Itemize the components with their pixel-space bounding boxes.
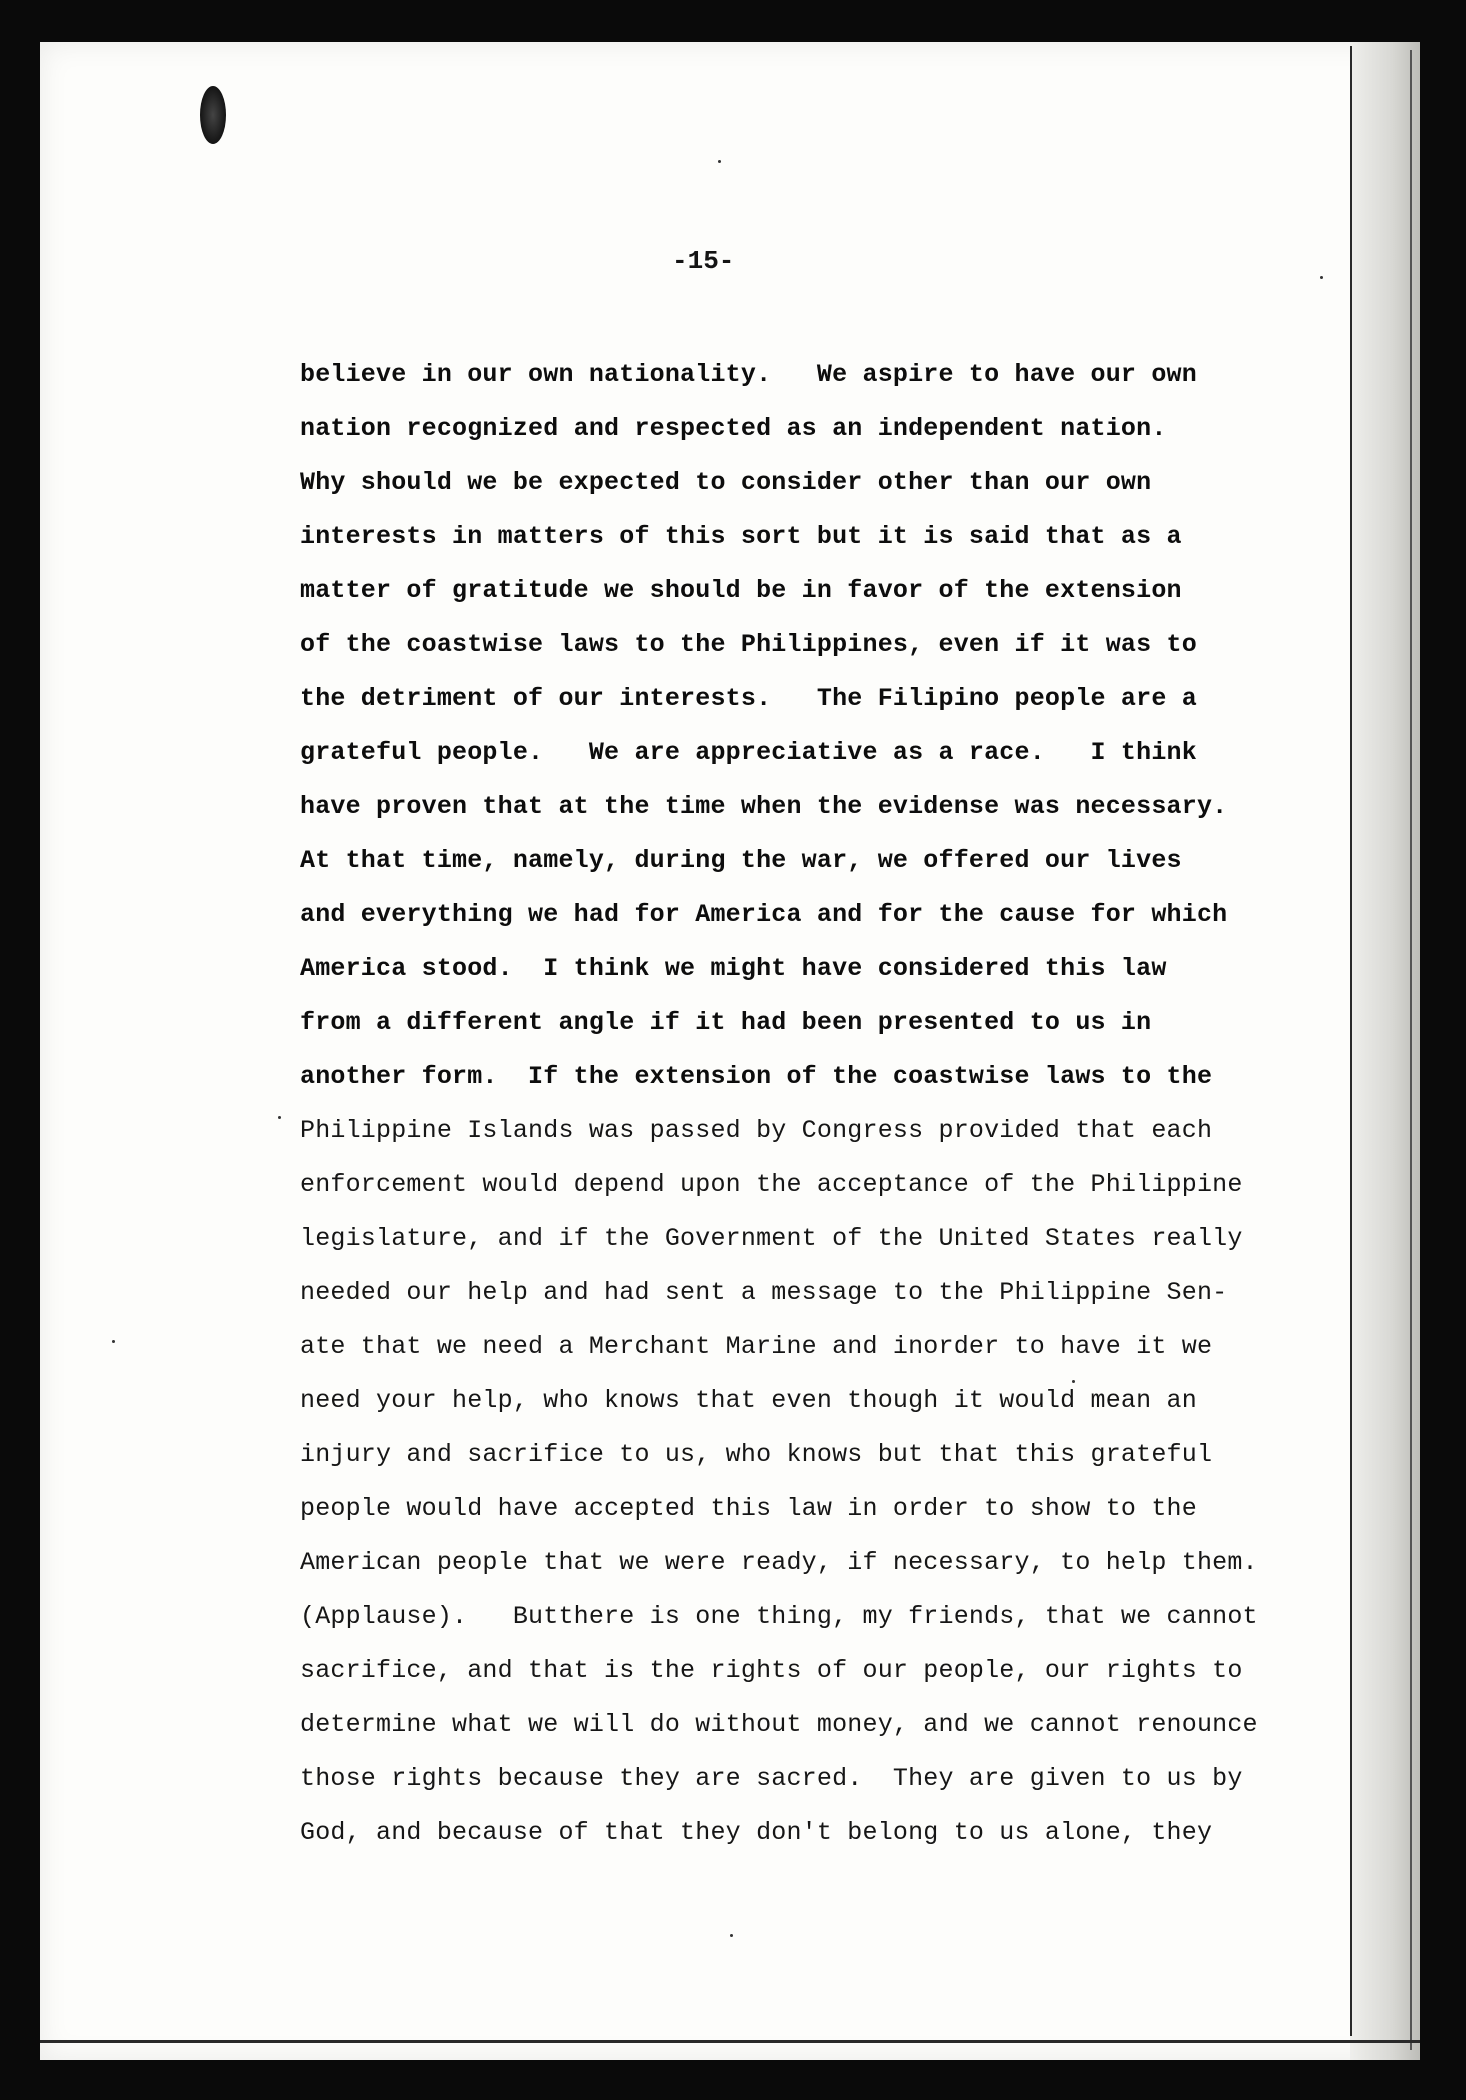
- page-number: -15-: [672, 246, 735, 276]
- text-line: another form. If the extension of the coastwise laws to the: [300, 1062, 1213, 1091]
- text-line: and everything we had for America and for the cause for which: [300, 900, 1228, 929]
- ink-speck: [1320, 276, 1323, 279]
- punch-hole-mark: [200, 86, 226, 144]
- text-line: enforcement would depend upon the acceptance of the Philippine: [300, 1170, 1243, 1199]
- text-line: determine what we will do without money, and we cannot renounce: [300, 1710, 1258, 1739]
- ink-speck: [730, 1934, 733, 1937]
- ink-speck: [278, 1116, 281, 1119]
- text-line: grateful people. We are appreciative as a race. I think: [300, 738, 1197, 767]
- text-line: injury and sacrifice to us, who knows but that this grateful: [300, 1440, 1213, 1469]
- text-line: people would have accepted this law in order to show to the: [300, 1494, 1197, 1523]
- text-line: Philippine Islands was passed by Congress provided that each: [300, 1116, 1213, 1145]
- text-line: interests in matters of this sort but it is said that as a: [300, 522, 1182, 551]
- text-line: America stood. I think we might have considered this law: [300, 954, 1167, 983]
- text-line: the detriment of our interests. The Filipino people are a: [300, 684, 1197, 713]
- text-line: have proven that at the time when the evidense was necessary.: [300, 792, 1228, 821]
- text-line: from a different angle if it had been presented to us in: [300, 1008, 1152, 1037]
- text-line: needed our help and had sent a message to the Philippine Sen-: [300, 1278, 1228, 1307]
- text-line: Why should we be expected to consider other than our own: [300, 468, 1152, 497]
- text-line: believe in our own nationality. We aspire to have our own: [300, 360, 1197, 389]
- text-line: American people that we were ready, if necessary, to help them.: [300, 1548, 1258, 1577]
- ink-speck: [112, 1340, 115, 1343]
- ink-speck: [718, 160, 721, 163]
- text-line: those rights because they are sacred. They are given to us by: [300, 1764, 1243, 1793]
- text-line: matter of gratitude we should be in favor of the extension: [300, 576, 1182, 605]
- text-line: nation recognized and respected as an independent nation.: [300, 414, 1167, 443]
- sheet-edge-line: [1350, 46, 1352, 2036]
- text-line: of the coastwise laws to the Philippines, even if it was to: [300, 630, 1197, 659]
- bottom-edge-line: [40, 2040, 1420, 2043]
- text-line: sacrifice, and that is the rights of our people, our rights to: [300, 1656, 1243, 1685]
- text-line: legislature, and if the Government of the United States really: [300, 1224, 1243, 1253]
- text-line: ate that we need a Merchant Marine and inorder to have it we: [300, 1332, 1213, 1361]
- text-line: (Applause). Butthere is one thing, my friends, that we cannot: [300, 1602, 1258, 1631]
- text-line: need your help, who knows that even though it would mean an: [300, 1386, 1197, 1415]
- stack-edge-line: [1410, 50, 1412, 2050]
- text-line: At that time, namely, during the war, we offered our lives: [300, 846, 1182, 875]
- typed-body-text: [300, 348, 1350, 1860]
- text-line: God, and because of that they don't belong to us alone, they: [300, 1818, 1213, 1847]
